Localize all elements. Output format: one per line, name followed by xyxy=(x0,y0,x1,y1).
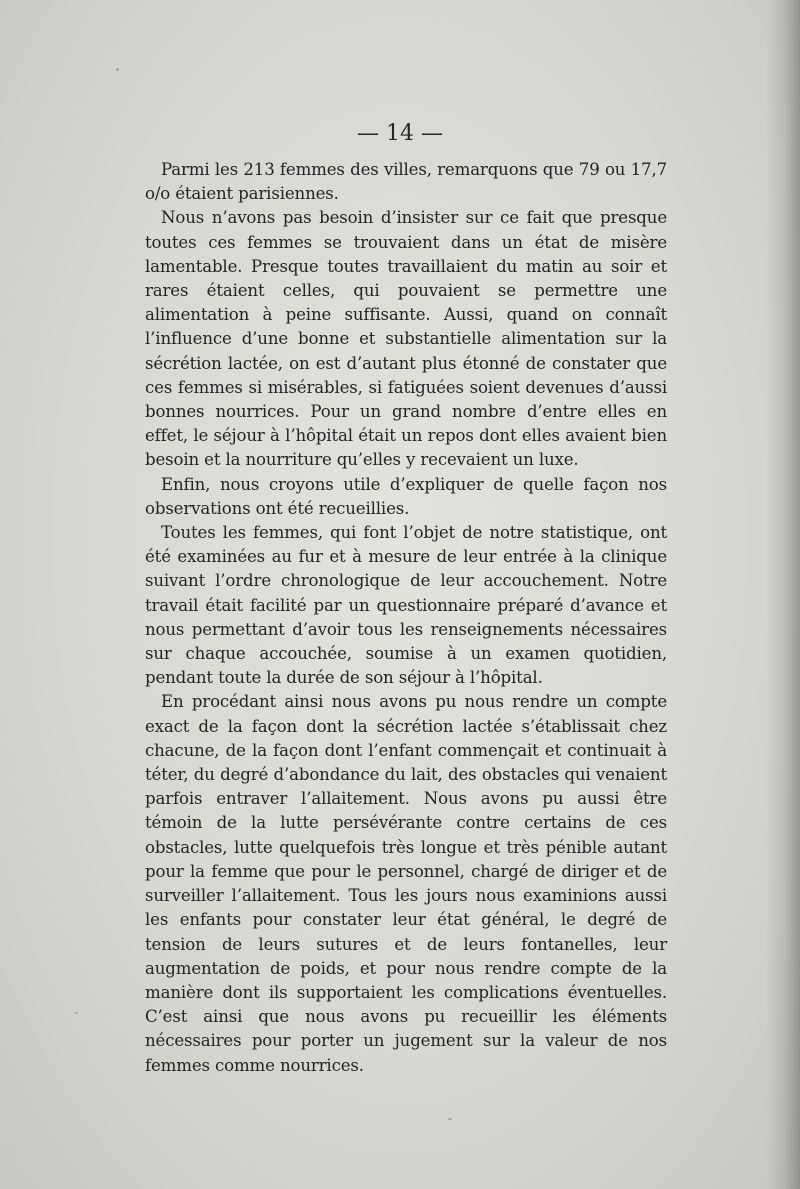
body-text xyxy=(145,158,667,1078)
paragraph-3: Enfin, nous croyons utile d’expliquer de quelle façon nos observations ont été recueillies. xyxy=(145,474,667,518)
paragraph-2: Nous n’avons pas besoin d’insister sur ce fait que presque toutes ces femmes se trouvaient dans un état de misère lamentable. Presque toutes travaillaient du matin au soir et rares étaient celles, qui pouvaient se permettre une alimentation à peine suffisante. Aussi, quand on connaît l’influence d’une bonne et substantielle alimentation sur la sécrétion lactée, on est d’autant plus étonné de constater que ces femmes si misérables, si fatiguées soient devenues d’aussi bonnes nourrices. Pour un grand nombre d’entre elles en effet, le séjour à l’hôpital était un repos dont elles avaient bien besoin et la nourriture qu’elles y recevaient un luxe. xyxy=(145,208,667,470)
speck xyxy=(448,1118,452,1120)
paragraph-1: Parmi les 213 femmes des villes, remarquons que 79 ou 17,7 o/o étaient parisiennes. xyxy=(145,160,667,204)
page-edge-shadow xyxy=(766,0,800,1189)
paragraph-5: En procédant ainsi nous avons pu nous rendre un compte exact de la façon dont la sécrétion lactée s’établissait chez chacune, de la façon dont l’enfant commençait et continuait à téter, du degré d’abondance du lait, des obstacles qui venaient parfois entraver l’allaitement. Nous avons pu aussi être témoin de la lutte persévérante contre certains de ces obstacles, lutte quelquefois très longue et très pénible autant pour la femme que pour le personnel, chargé de diriger et de surveiller l’allaitement. Tous les jours nous examinions aussi les enfants pour constater leur état général, le degré de tension de leurs sutures et de leurs fontanelles, leur augmentation de poids, et pour nous rendre compte de la manière dont ils supportaient les complications éventuelles. C’est ainsi que nous avons pu recueillir les éléments nécessaires pour porter un jugement sur la valeur de nos femmes comme nourrices. xyxy=(145,692,667,1075)
speck xyxy=(116,68,119,71)
page-number: — 14 — xyxy=(357,121,443,146)
paragraph-4: Toutes les femmes, qui font l’objet de notre statistique, ont été examinées au fur et à mesure de leur entrée à la clinique suivant l’ordre chronologique de leur accouchement. Notre travail était facilité par un questionnaire préparé d’avance et nous permettant d’avoir tous les renseignements nécessaires sur chaque accouchée, soumise à un examen quotidien, pendant toute la durée de son séjour à l’hôpital. xyxy=(145,523,667,688)
speck xyxy=(75,1012,78,1014)
